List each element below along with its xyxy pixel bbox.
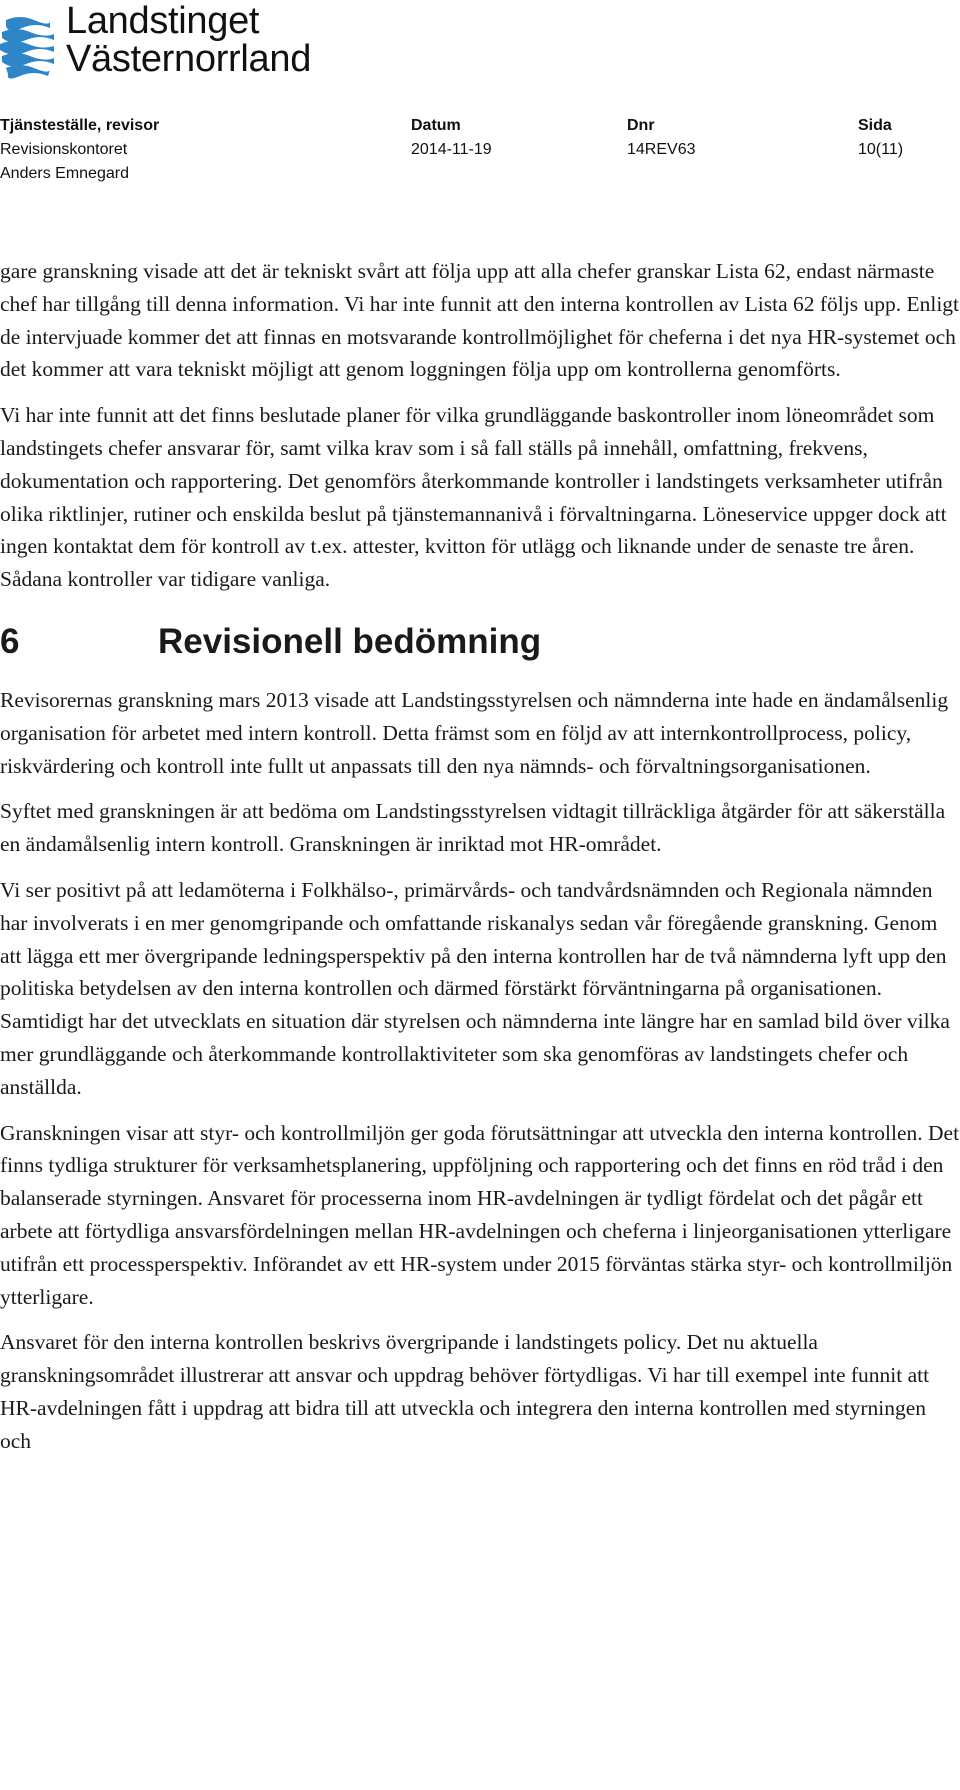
header-value-date: 2014-11-19: [411, 141, 492, 158]
header-col-date: [411, 114, 492, 162]
section-number: 6: [0, 621, 20, 661]
header-col-dnr: [627, 114, 696, 162]
header-label-dnr: Dnr: [627, 117, 655, 134]
header-label-office: Tjänsteställe, revisor: [0, 117, 160, 134]
body-paragraph: Vi har inte funnit att det finns beslutade planer för vilka grundläggande baskontroller inom löneområdet som landstingets chefer ansvarar för, samt vilka krav som i så fall ställs på innehåll, omfattning, frekvens, dokumentation och rapportering. Det genomförs återkommande kontroller i landstingets verksamheter utifrån olika riktlinjer, rutiner och enskilda beslut på tjänstemannanivå i förvaltningarna. Löneservice uppger dock att ingen kontaktat dem för kontroll av t.ex. attester, kvitton för utlägg och liknande under de senaste tre åren. Sådana kontroller var tidigare vanliga.: [0, 403, 947, 592]
header-col-page: [858, 114, 903, 162]
document-body: [0, 255, 960, 1471]
logo-line-1: Landstinget: [66, 0, 260, 42]
header-value-author: Anders Emnegard: [0, 165, 129, 182]
landsting-wave-logo-icon: [0, 10, 54, 84]
header-label-page: Sida: [858, 117, 892, 134]
body-paragraph: Vi ser positivt på att ledamöterna i Folkhälso-, primärvårds- och tandvårdsnämnden och Regionala nämnden har involverats i en mer genomgripande och omfattande riskanalys sedan vår föregående granskning. Genom att lägga ett mer övergripande ledningsperspektiv på den interna kontrollen har de två nämnderna lyft upp den politiska betydelsen av den interna kontrollen och därmed förstärkt förväntningarna på organisationen. Samtidigt har det utvecklats en situation där styrelsen och nämnderna inte längre har en samlad bild över vilka mer grundläggande och återkommande kontrollaktiviteter som ska genomföras av landstingets chefer och anställda.: [0, 877, 950, 1099]
body-paragraph: Revisorernas granskning mars 2013 visade att Landstingsstyrelsen och nämnderna inte hade en ändamålsenlig organisation för arbetet med intern kontroll. Detta främst som en följd av att internkontrollprocess, policy, riskvärdering och kontroll inte fullt ut anpassats till den nya nämnds- och förvaltningsorganisationen.: [0, 687, 949, 778]
header-value-office: Revisionskontoret: [0, 141, 128, 158]
header-col-office: [0, 114, 159, 186]
logo-wordmark: [66, 2, 311, 78]
section-heading: [0, 622, 960, 662]
body-paragraph: Syftet med granskningen är att bedöma om Landstingsstyrelsen vidtagit tillräckliga åtgärder för att säkerställa en ändamålsenlig intern kontroll. Granskningen är inriktad mot HR-området.: [0, 799, 946, 857]
header-value-dnr: 14REV63: [627, 141, 696, 158]
section-title: Revisionell bedömning: [158, 621, 542, 661]
body-paragraph: gare granskning visade att det är tekniskt svårt att följa upp att alla chefer granskar Lista 62, endast närmaste chef har tillgång till denna information. Vi har inte funnit att den interna kontrollen av Lista 62 följs upp. Enligt de intervjuade kommer det att finnas en motsvarande kontrollmöjlighet för cheferna i det nya HR-systemet och det kommer att vara tekniskt möjligt att genom loggningen följa upp om kontrollerna genomförts.: [0, 259, 960, 382]
header-value-page: 10(11): [858, 141, 904, 158]
header-label-date: Datum: [411, 117, 461, 134]
body-paragraph: Granskningen visar att styr- och kontrollmiljön ger goda förutsättningar att utveckla den interna kontrollen. Det finns tydliga strukturer för verksamhetsplanering, uppföljning och rapportering och det finns en röd tråd i den balanserade styrningen. Ansvaret för processerna inom HR-avdelningen är tydligt fördelat och det pågår ett arbete att förtydliga ansvarsfördelningen mellan HR-avdelningen och cheferna i linjeorganisationen ytterligare utifrån ett processperspektiv. Införandet av ett HR-system under 2015 förväntas stärka styr- och kontrollmiljön ytterligare.: [0, 1120, 960, 1309]
logo-line-2: Västernorrland: [66, 38, 312, 80]
body-paragraph: Ansvaret för den interna kontrollen beskrivs övergripande i landstingets policy. Det nu aktuella granskningsområdet illustrerar att ansvar och uppdrag behöver förtydligas. Vi har till exempel inte funnit att HR-avdelningen fått i uppdrag att bidra till att utveckla och integrera den interna kontrollen med styrningen och: [0, 1330, 930, 1453]
header-logo: [0, 2, 311, 84]
